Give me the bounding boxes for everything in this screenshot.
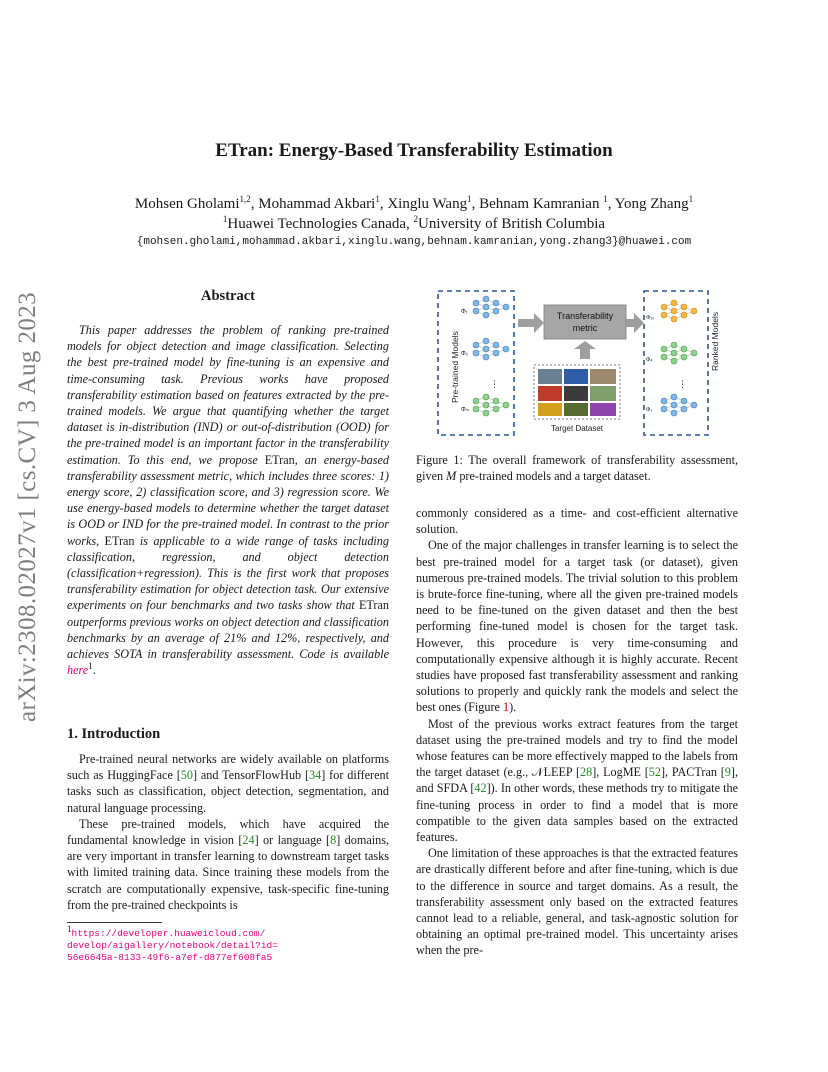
text-segment: ], and SFDA [: [416, 765, 738, 796]
metric-box-label: metric: [572, 323, 598, 333]
abstract-segment: .: [92, 663, 96, 678]
paragraph: [416, 716, 738, 846]
method-name: ETran: [358, 598, 389, 613]
affiliation-mark: 1: [603, 194, 608, 204]
footnote: [67, 923, 389, 964]
footnote-url[interactable]: 56e6645a-8133-49f6-a7ef-d877ef608fa5: [67, 952, 273, 963]
citation-link[interactable]: 24: [242, 833, 255, 848]
text-segment: ], PACTran [: [660, 765, 725, 780]
method-name: ETran: [104, 533, 135, 548]
paragraph: [416, 537, 738, 715]
method-name: ETran: [264, 452, 295, 467]
affiliations: [0, 214, 828, 234]
figure-1: [430, 285, 730, 437]
author-name: , Xinglu Wang: [379, 196, 468, 212]
affiliation-mark: 1: [688, 194, 694, 204]
dataset-image: [590, 403, 616, 416]
affiliation-name: University of British Columbia: [418, 216, 606, 232]
affiliation-name: Huawei Technologies Canada,: [227, 216, 414, 232]
figure-reference-link[interactable]: 1: [503, 700, 510, 715]
arrow-up-icon: [574, 341, 596, 359]
text-segment: One of the major challenges in transfer learning is to select the best pre-trained model for a target task (or dataset), given numerous pre-trained models. The trivial solution to this problem is brute-force fine-tuning, where all the given pre-trained models need to be fine-tuned on the given dataset and then the best performing fine-tuned model is chosen for the target task. However, this procedure is very time-consuming and computationally expensive although it is highly accurate. Recent studies have proposed fast transferability assessment and ranking solutions to properly and quickly rank the models and select the best ones (Figure: [416, 538, 738, 715]
dataset-image: [538, 369, 562, 384]
author-name: , Behnam Kamranian: [471, 196, 604, 212]
paper-title: ETran: Energy-Based Transferability Estimation: [215, 140, 613, 161]
dataset-image: [590, 386, 616, 401]
paragraph: [67, 751, 389, 816]
text-segment: commonly considered as a time- and cost-efficient alternative solution.: [416, 506, 738, 537]
ellipsis-icon: ⋮: [490, 379, 499, 389]
paragraph: [416, 505, 738, 537]
neural-network-icon: [473, 296, 509, 318]
phi-label: Φ₂: [461, 351, 469, 357]
right-axis-label: Ranked Models: [710, 311, 720, 371]
metric-box-label: Transferability: [556, 311, 614, 321]
text-segment: ).: [509, 700, 517, 715]
citation-link[interactable]: 8: [330, 833, 337, 848]
neural-network-icon: [661, 342, 697, 364]
math-symbol: M: [446, 469, 457, 484]
right-column-text: [416, 505, 738, 959]
dataset-image: [564, 386, 588, 401]
abstract-text: [67, 322, 389, 678]
phi-label: Φₘ: [461, 407, 470, 413]
section-heading-introduction: 1. Introduction: [67, 726, 161, 742]
affiliation-mark: 2: [413, 214, 419, 224]
target-dataset-label: Target Dataset: [550, 424, 604, 433]
text-segment: ], LogME [: [592, 765, 649, 780]
code-link[interactable]: here: [67, 663, 89, 678]
text-segment: ] domains, are very important in transfer learning to downstream target tasks with limited training data. Since training these models from the scratch are computationally expensive, task-specific fine-tuning from the pre-trained checkpoints is: [67, 833, 390, 912]
citation-link[interactable]: 42: [474, 781, 487, 796]
abstract-heading: Abstract: [201, 288, 255, 304]
phi-label: Φ₁: [646, 407, 653, 413]
phi-label: Φ₄: [646, 357, 653, 363]
paragraph: [416, 845, 738, 958]
introduction-text: [67, 751, 389, 913]
citation-link[interactable]: 34: [309, 768, 322, 783]
author-name: Mohsen Gholami: [134, 196, 240, 212]
abstract-segment: This paper addresses the problem of ranking pre-trained models for object detection and image classification. Selecting the best pre-trained model by fine-tuning is an expensive and time-consuming task. Previous works have proposed transferability estimation based on features extracted by the pre-trained models. We argue that quantifying whether the target dataset is in-distribution (IND) or out-of-distribution (OOD) for the pre-trained model is an important factor in the transferability estimation. To this end, we propose: [67, 323, 389, 467]
affiliation-mark: 1: [375, 194, 380, 204]
footnote-mark: 1: [67, 923, 72, 934]
text-segment: ]). In other words, these methods try to mitigate the fine-tuning process in order to find a model that is more compatible to the given data samples based on the extracted features.: [416, 781, 738, 845]
author-list: [0, 194, 828, 214]
figure-caption: [416, 452, 738, 484]
citation-link[interactable]: 50: [180, 768, 193, 783]
abstract-segment: , an energy-based transferability assessment metric, which includes three scores: 1) energy score, 2) classification score, and 3) regression score. We use energy-based models to determine whether the target dataset is OOD or IND for the pre-trained model. In contrast to the prior works,: [67, 452, 390, 548]
ellipsis-icon: ⋮: [678, 379, 687, 389]
text-segment: ] or language [: [254, 833, 331, 848]
dataset-image: [564, 403, 588, 416]
text-segment: One limitation of these approaches is that the extracted features are drastically different before and after fine-tuning, which is due to the difference in source and target domains. As a result, the transferability assessment only based on the extracted features cannot lead to a reliable, general, and task-agnostic solution for obtaining an optimal pre-trained model. This uncertainty arises when the pre-: [416, 846, 738, 958]
abstract-segment: outperforms previous works on object detection and classification benchmarks by an average of 21% and 12%, respectively, and achieves SOTA in transferability assessment. Code is available: [67, 614, 389, 662]
text-segment: ] and TensorFlowHub [: [192, 768, 310, 783]
author-name: , Yong Zhang: [607, 196, 689, 212]
dataset-image: [564, 369, 588, 384]
neural-network-icon: [661, 300, 697, 322]
affiliation-mark: 1: [222, 214, 228, 224]
author-name: , Mohammad Akbari: [250, 196, 376, 212]
citation-link[interactable]: 52: [648, 765, 661, 780]
text-segment: ] for different tasks such as classification, object detection, segmentation, and natural language processing.: [67, 768, 389, 815]
caption-segment: Figure 1: The overall framework of transferability assessment, given: [416, 453, 738, 484]
left-axis-label: Pre-trained Models: [450, 331, 460, 403]
arrow-right-icon: [518, 313, 544, 333]
arrow-right-icon: [626, 313, 644, 333]
phi-label: Φ₁₀: [646, 315, 655, 321]
paragraph: [67, 816, 389, 913]
text-segment: Pre-trained neural networks are widely available on platforms such as HuggingFace [: [67, 752, 389, 783]
footnote-url[interactable]: https://developer.huaweicloud.com/: [71, 928, 266, 939]
citation-link[interactable]: 9: [724, 765, 731, 780]
phi-label: Φ₁: [461, 309, 468, 315]
neural-network-icon: [473, 338, 509, 360]
footnote-rule: [67, 922, 162, 923]
dataset-image: [538, 403, 562, 416]
arxiv-stamp: arXiv:2308.02027v1 [cs.CV] 3 Aug 2023: [14, 291, 41, 722]
dataset-images: [538, 369, 616, 416]
citation-link[interactable]: 28: [580, 765, 593, 780]
footnote-url[interactable]: develop/aigallery/notebook/detail?id=: [67, 940, 278, 951]
text-segment: These pre-trained models, which have acquired the fundamental knowledge in vision [: [67, 816, 389, 848]
dataset-image: [538, 386, 562, 401]
neural-network-icon: [661, 394, 697, 416]
affiliation-mark: 1: [467, 194, 472, 204]
caption-segment: pre-trained models and a target dataset.: [456, 469, 651, 484]
text-segment: Most of the previous works extract features from the target dataset using the pre-trained models and try to find the model whose features can be more effectively mapped to the labels from the target dataset (e.g., 𝒩LEEP [: [416, 716, 738, 780]
affiliation-mark: 1,2: [239, 194, 251, 204]
neural-network-icon: [473, 394, 509, 416]
footnote-mark[interactable]: 1: [88, 661, 93, 672]
author-emails: {mohsen.gholami,mohammad.akbari,xinglu.wang,behnam.kamranian,yong.zhang3}@huawei.com: [136, 236, 692, 248]
dataset-image: [590, 369, 616, 384]
framework-diagram: [430, 285, 730, 437]
abstract-segment: is applicable to a wide range of tasks including classification, regression, and object detection (classification+regression). This is the first work that proposes transferability estimation for object detection task. Our extensive experiments on four benchmarks and two tasks show that: [67, 533, 389, 613]
